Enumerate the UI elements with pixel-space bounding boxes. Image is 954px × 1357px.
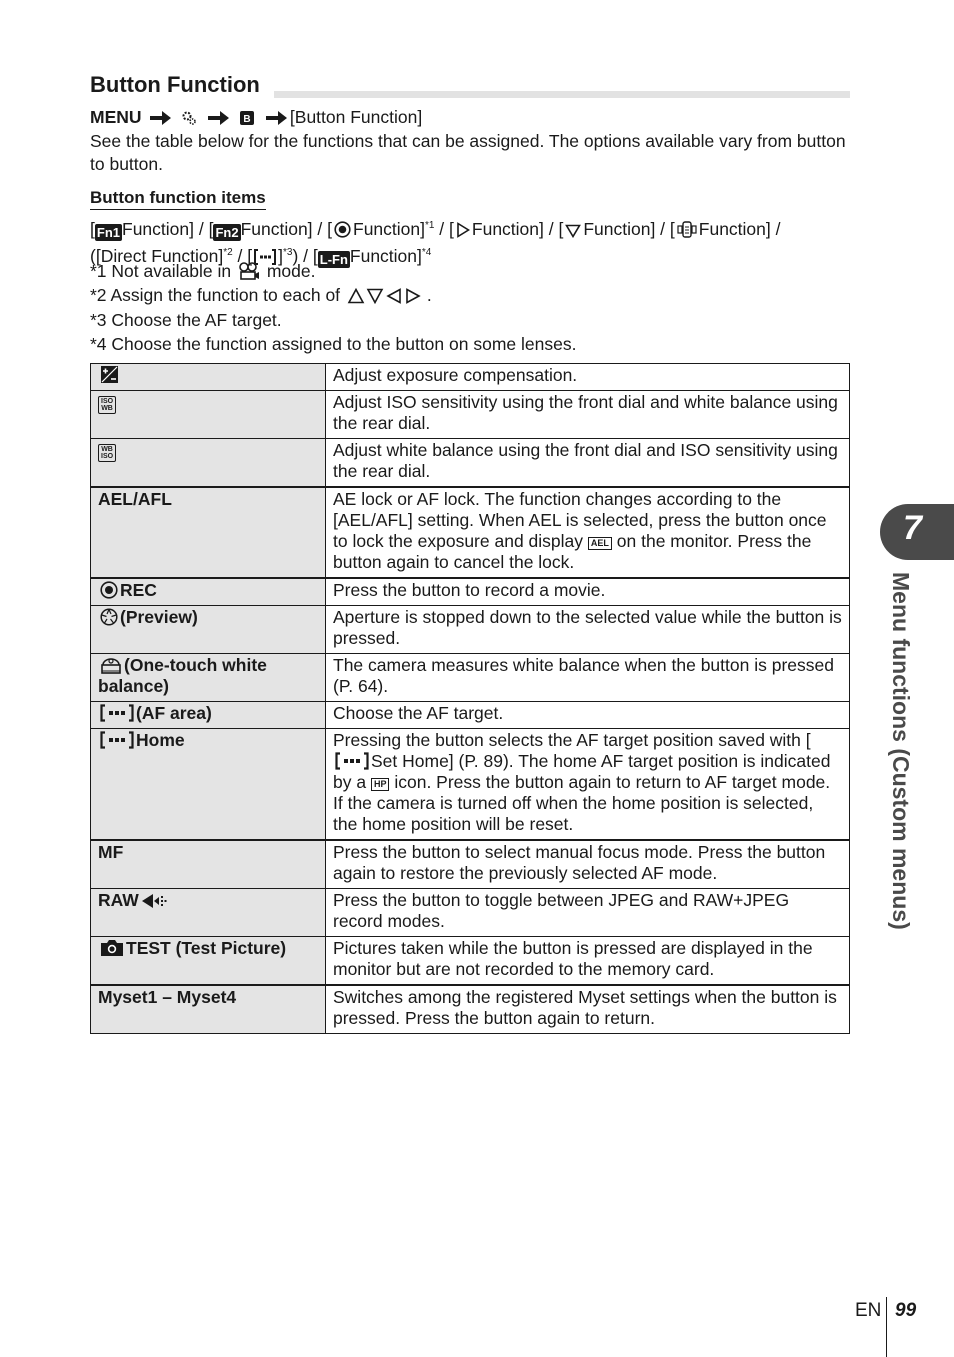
items-text: Function] <box>353 218 425 239</box>
triangle-right-icon <box>456 222 470 238</box>
table-key <box>91 364 326 391</box>
hp-badge: HP <box>371 778 390 791</box>
value-text: on the monitor. Press the button again to cancel the lock. <box>333 531 812 572</box>
footnote-ref: *1 <box>424 220 435 231</box>
table-row <box>91 702 850 729</box>
table-row <box>91 487 850 578</box>
camera-icon <box>100 939 124 957</box>
table-value <box>326 729 850 841</box>
table-row <box>91 937 850 986</box>
movie-mode-icon <box>238 262 260 280</box>
icon-text: WB <box>101 405 113 412</box>
footnote-ref: *2 <box>223 246 233 258</box>
footnote-ref: *4 <box>421 246 432 258</box>
table-value: Pictures taken while the button is pressed are displayed in the monitor but are not recorded to the memory card. <box>326 937 850 986</box>
items-text: / [ <box>232 245 253 266</box>
value-text: Pressing the button selects the AF target position saved with [ <box>333 730 811 750</box>
icon-text: ISO <box>101 398 114 405</box>
table-row <box>91 439 850 488</box>
table-value: Press the button to select manual focus mode. Press the button again to restore the previously selected AF mode. <box>326 840 850 889</box>
table-value: Switches among the registered Myset settings when the button is pressed. Press the button again to return. <box>326 985 850 1034</box>
fn1-icon: Fn1 <box>96 224 120 240</box>
table-value: The camera measures white balance when the button is pressed (P. 64). <box>326 654 850 702</box>
subheading: Button function items <box>90 187 266 210</box>
table-key <box>91 391 326 439</box>
table-key: AEL/AFL <box>91 487 326 578</box>
items-text: Function] / <box>698 218 781 239</box>
key-text: (One-touch white balance) <box>98 655 267 696</box>
table-key: MF <box>91 840 326 889</box>
table-key <box>91 702 326 729</box>
table-value: Press the button to record a movie. <box>326 578 850 606</box>
chapter-label: Menu functions (Custom menus) <box>888 572 914 930</box>
footnote-ref: *3 <box>283 246 293 258</box>
lfn-icon: L-Fn <box>319 251 348 267</box>
note-text: . <box>426 285 432 305</box>
footnote-2 <box>90 284 432 307</box>
key-text: (AF area) <box>136 703 212 723</box>
arrow-right-icon <box>148 110 172 126</box>
title-bar <box>274 91 850 98</box>
button-function-table <box>90 363 850 1034</box>
table-value: Aperture is stopped down to the selected value while the button is pressed. <box>326 606 850 654</box>
items-text: ) / [ <box>292 245 318 266</box>
value-text: icon. Press the button again to return to AF target mode. If the camera is turned off when the home position is selected, the home position will be reset. <box>333 772 831 834</box>
table-row <box>91 364 850 391</box>
exposure-comp-icon <box>100 365 119 384</box>
table-value: Press the button to toggle between JPEG and RAW+JPEG record modes. <box>326 889 850 937</box>
value-text: Set Home] (P. 89). The home AF target position is indicated by a <box>333 751 831 792</box>
table-row <box>91 840 850 889</box>
items-text: Function] / [ <box>240 218 332 239</box>
fn2-icon: Fn2 <box>215 224 239 240</box>
items-text: ] <box>278 245 284 266</box>
footnote-3 <box>90 309 282 332</box>
value-text: AE lock or AF lock. The function changes according to the [AEL/AFL] setting. When AEL is selected, press the button once to lock the exposure and display <box>333 489 827 551</box>
items-text: / [ <box>434 218 454 239</box>
table-key <box>91 654 326 702</box>
menu-target: [Button Function] <box>289 107 423 127</box>
footer-lang: EN <box>855 1300 882 1321</box>
arrow-right-icon <box>264 110 288 126</box>
key-text: REC <box>120 580 157 600</box>
wb-iso-icon <box>98 444 116 462</box>
table-value: Adjust ISO sensitivity using the front dial and white balance using the rear dial. <box>326 391 850 439</box>
arrow-right-icon <box>206 110 230 126</box>
triangle-down-icon <box>565 224 581 238</box>
preview-icon <box>100 608 118 626</box>
note-text: *4 Choose the function assigned to the button on some lenses. <box>90 334 577 354</box>
iso-wb-icon <box>98 396 116 414</box>
footnote-1 <box>90 260 315 283</box>
table-row <box>91 889 850 937</box>
table-row <box>91 729 850 841</box>
items-text: Function] / [ <box>583 218 675 239</box>
svg-text:B: B <box>243 114 251 125</box>
multi-function-icon <box>677 221 697 238</box>
table-key <box>91 889 326 937</box>
ael-badge: AEL <box>588 537 612 550</box>
gear-icon <box>181 110 197 126</box>
page-number: 99 <box>895 1300 917 1321</box>
key-text: Home <box>136 730 185 750</box>
menu-label: MENU <box>90 107 142 127</box>
table-row <box>91 606 850 654</box>
icon-text: ISO <box>101 453 114 460</box>
note-text: *2 Assign the function to each of <box>90 285 341 305</box>
note-text: *1 Not available in <box>90 261 232 281</box>
af-area-icon <box>100 731 134 749</box>
note-text: *3 Choose the AF target. <box>90 310 282 330</box>
footer-divider <box>886 1297 887 1357</box>
table-key: Myset1 – Myset4 <box>91 985 326 1034</box>
table-row <box>91 654 850 702</box>
table-key <box>91 606 326 654</box>
intro-text: See the table below for the functions that can be assigned. The options available vary from button to button. <box>90 131 846 174</box>
table-row <box>91 985 850 1034</box>
one-touch-wb-icon <box>100 656 122 674</box>
items-text: Function] / [ <box>122 218 214 239</box>
table-value: Choose the AF target. <box>326 702 850 729</box>
items-text: Function] / [ <box>471 218 564 239</box>
items-text: ([Direct Function] <box>90 245 224 266</box>
menu-path <box>90 106 422 129</box>
table-row <box>91 391 850 439</box>
table-key <box>91 439 326 488</box>
rec-icon <box>334 221 351 238</box>
table-key <box>91 937 326 986</box>
chapter-number: 7 <box>903 509 922 547</box>
items-text: Function] <box>349 245 422 266</box>
icon-text: WB <box>101 446 113 453</box>
table-value: Adjust exposure compensation. <box>326 364 850 391</box>
key-text: RAW <box>98 890 139 910</box>
custom-menu-b-icon <box>239 110 255 126</box>
arrow-pad-icon <box>347 288 425 304</box>
footnote-4 <box>90 333 576 356</box>
table-value <box>326 487 850 578</box>
page-title: Button Function <box>90 72 260 97</box>
note-text: mode. <box>266 261 316 281</box>
key-text: TEST (Test Picture) <box>126 938 287 958</box>
table-key <box>91 729 326 841</box>
table-value: Adjust white balance using the front dial and ISO sensitivity using the rear dial. <box>326 439 850 488</box>
function-items-list: [ Fn1 Function] / [ Fn2 Function] / [ Function]$^{*1}$ / [ Function] / [ Function] / [ Function] / ([Direct Function]$^{*2}$ / [ ]$^{*3}$) / [ L-Fn Function]$^{*4}$ <box>90 218 781 267</box>
table-key <box>91 578 326 606</box>
raw-quality-icon <box>141 893 167 909</box>
key-text: (Preview) <box>120 607 198 627</box>
af-area-icon <box>100 704 134 722</box>
rec-icon <box>100 581 118 599</box>
table-row <box>91 578 850 606</box>
af-area-icon <box>335 752 369 770</box>
